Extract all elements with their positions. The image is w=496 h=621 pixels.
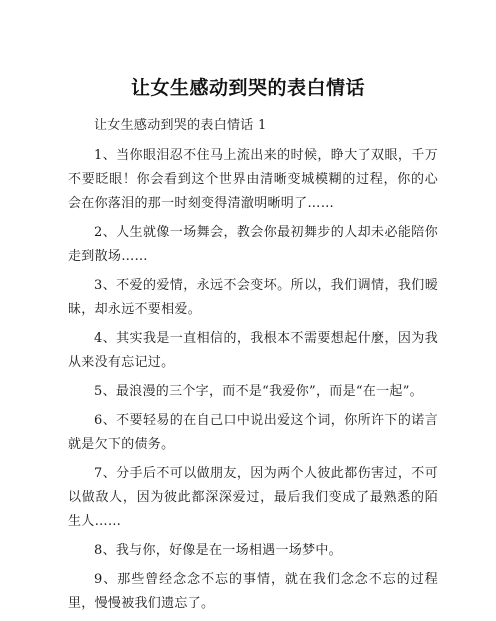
paragraph: 1、当你眼泪忍不住马上流出来的时候，睁大了双眼，千万不要眨眼！你会看到这个世界由清晰变城模糊的过程，你的心会在你落泪的那一时刻变得清澈明晰明了…… — [68, 148, 438, 211]
document-subtitle: 让女生感动到哭的表白情话 1 — [94, 118, 267, 133]
paragraph: 2、人生就像一场舞会，教会你最初舞步的人却未必能陪你走到散场…… — [68, 225, 438, 264]
paragraph: 5、最浪漫的三个字，而不是“我爱你”，而是“在一起”。 — [94, 384, 423, 399]
paragraph: 6、不要轻易的在自己口中说出爱这个词，你所许下的诺言就是欠下的债务。 — [68, 413, 438, 452]
paragraph: 7、分手后不可以做朋友，因为两个人彼此都伤害过，不可以做敌人，因为彼此都深深爱过，最后我们变成了最熟悉的陌生人…… — [68, 466, 438, 529]
document-title: 让女生感动到哭的表白情话 — [130, 77, 365, 99]
document-body — [68, 114, 438, 621]
paragraph: 9、那些曾经念念不忘的事情，就在我们念念不忘的过程里，慢慢被我们遗忘了。 — [68, 572, 438, 611]
paragraph: 3、不爱的爱情，永远不会变坏。所以，我们调情，我们暧昧，却永远不要相爱。 — [68, 278, 438, 317]
paragraph: 4、其实我是一直相信的，我根本不需要想起什麼，因为我从来没有忘记过。 — [68, 331, 438, 370]
paragraph: 8、我与你，好像是在一场相遇一场梦中。 — [94, 543, 342, 558]
